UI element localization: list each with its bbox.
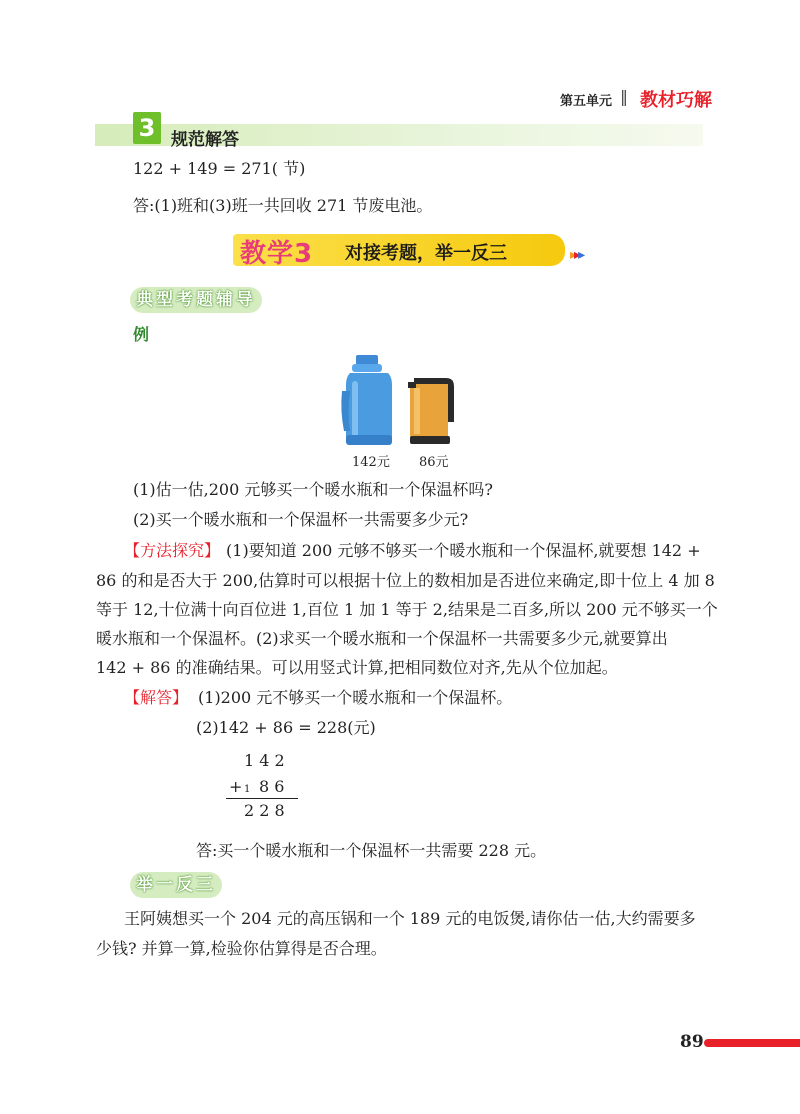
banner-subtitle: 对接考题，举一反三 bbox=[345, 243, 507, 264]
section-equation: 122 + 149 = 271( 节) bbox=[133, 159, 306, 178]
method-line-1 bbox=[124, 540, 701, 562]
thermos-flask-image bbox=[340, 355, 398, 447]
section-title: 规范解答 bbox=[171, 130, 239, 150]
solution-answer: 答:买一个暖水瓶和一个保温杯一共需要 228 元。 bbox=[196, 841, 547, 860]
typical-exam-label: 典型考题辅导 bbox=[130, 287, 262, 313]
header-title: 教材巧解 bbox=[640, 90, 712, 111]
sum-result: 2 2 8 bbox=[244, 801, 285, 820]
method-line-2: 86 的和是否大于 200,估算时可以根据十位上的数相加是否进位来确定,即十位上 4 加 8 bbox=[96, 571, 715, 590]
method-line-3: 等于 12,十位满十向百位进 1,百位 1 加 1 等于 2,结果是二百多,所以 200 元不够买一个 bbox=[96, 600, 718, 619]
addend-1: 1 4 2 bbox=[244, 751, 285, 770]
kettle-price: 86元 bbox=[419, 455, 449, 470]
unit-label: 第五单元 bbox=[559, 94, 612, 109]
solution-part-2: (2)142 + 86 = 228(元) bbox=[196, 718, 376, 737]
method-line-5: 142 + 86 的准确结果。可以用竖式计算,把相同数位对齐,先从个位加起。 bbox=[96, 658, 618, 677]
method-text-1: (1)要知道 200 元够不够买一个暖水瓶和一个保温杯,就要想 142 + bbox=[226, 541, 701, 560]
kettle-image bbox=[408, 374, 456, 446]
practice-line-1: 王阿姨想买一个 204 元的高压锅和一个 189 元的电饭煲,请你估一估,大约需要多 bbox=[124, 909, 696, 928]
practice-line-2: 少钱? 并算一算,检验你估算得是否合理。 bbox=[96, 939, 387, 958]
page-number: 89 bbox=[680, 1032, 704, 1052]
question-2: (2)买一个暖水瓶和一个保温杯一共需要多少元? bbox=[133, 510, 469, 529]
thermos-price: 142元 bbox=[352, 455, 390, 470]
solution-tag: 【解答】 bbox=[124, 688, 189, 707]
header-separator: ‖ bbox=[620, 87, 628, 106]
carry-digit: 1 bbox=[244, 784, 251, 795]
page-bar bbox=[704, 1039, 800, 1047]
example-label: 例 bbox=[133, 325, 150, 344]
solution-part-1: (1)200 元不够买一个暖水瓶和一个保温杯。 bbox=[198, 688, 513, 707]
sum-line bbox=[226, 798, 298, 799]
plus-sign: + bbox=[229, 777, 243, 796]
solution-line-1 bbox=[124, 687, 512, 709]
banner-main-title: 教学3 bbox=[240, 239, 314, 269]
section-number: 3 bbox=[133, 112, 161, 144]
addend-2: 8 6 bbox=[259, 777, 285, 796]
question-1: (1)估一估,200 元够买一个暖水瓶和一个保温杯吗? bbox=[133, 480, 493, 499]
section-answer: 答:(1)班和(3)班一共回收 271 节废电池。 bbox=[133, 196, 433, 215]
practice-label: 举一反三 bbox=[130, 872, 222, 898]
method-tag: 【方法探究】 bbox=[124, 541, 221, 560]
method-line-4: 暖水瓶和一个保温杯。(2)求买一个暖水瓶和一个保温杯一共需要多少元,就要算出 bbox=[96, 629, 668, 648]
arrows-icon: ▸▸▸ bbox=[570, 247, 583, 263]
